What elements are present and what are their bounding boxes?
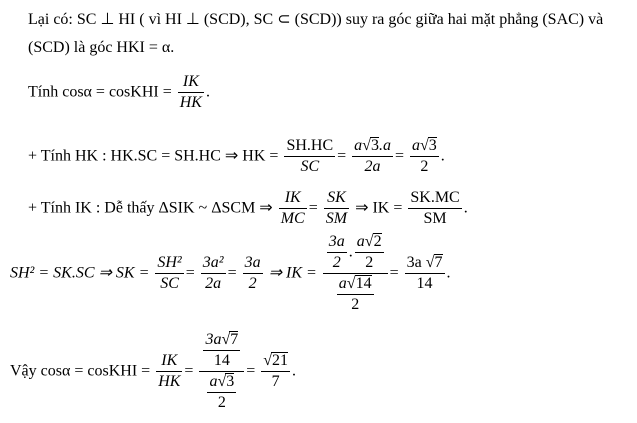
hk-lhs: + Tính HK : HK.SC = SH.HC ⇒ HK =: [28, 147, 279, 165]
cos-alpha-lhs: Tính cosα = cosKHI =: [28, 83, 172, 101]
big-denominator: [199, 371, 244, 413]
conclusion-fraction-1: [156, 351, 182, 392]
num-part: a: [338, 275, 347, 292]
fraction-denominator: SM: [325, 210, 348, 227]
sh-line: SH² = SK.SC ⇒ SK = $\frac{\text{SH²}}{SC}$ = $\frac{\text{3a²}}{2a}$ = $\frac{3a}{2}$ ⇒ IK = $\frac{3a}{2}$ . $\frac{a√2}{2}$ $\frac{a√14}{2}$ = $\frac{3a √7}{14}$ .: [10, 233, 451, 313]
sqrt-icon: √: [346, 275, 356, 292]
ik-big-fraction: [323, 232, 388, 315]
num-part: .a: [378, 137, 391, 154]
radicand: 2: [373, 233, 382, 250]
inner-fraction: [203, 330, 240, 371]
fraction-numerator: 3a: [328, 233, 345, 250]
radicand: 3: [428, 137, 437, 154]
num-part: a: [411, 137, 420, 154]
fraction-denominator: HK: [179, 94, 202, 111]
intro-text: Lại có: SC ⊥ HI ( vì HI ⊥ (SCD), SC ⊂ (SCD)) suy ra góc giữa hai mặt phẳng (SAC) và: [28, 11, 604, 28]
fraction-denominator: SM: [408, 208, 461, 229]
fraction-denominator: SC: [284, 156, 335, 177]
sqrt-icon: √: [362, 137, 371, 154]
hk-fraction-3: [410, 136, 439, 177]
fraction-numerator: IK: [161, 352, 178, 369]
fraction-denominator: SC: [155, 273, 183, 294]
conclusion-line: Vậy cosα = cosKHI = $\frac{IK}{HK}$ = $\frac{\frac{3a√7}{14}}{\frac{a√3}{2}}$ = $\frac{√21}{7}$ .: [10, 331, 297, 411]
sh-fraction-1: [155, 253, 183, 294]
fraction-denominator: HK: [158, 373, 181, 390]
radicand: 7: [434, 254, 443, 271]
fraction-denominator: 2: [207, 392, 236, 413]
fraction-denominator: 2: [355, 252, 384, 273]
inner-fraction: [207, 372, 236, 413]
fraction-numerator: IK: [182, 73, 199, 90]
ik-line: + Tính IK : Dễ thấy ΔSIK ~ ΔSCM ⇒ $\frac{IK}{MC}$ = $\frac{SK}{SM}$ ⇒ IK = $\frac{SK.MC}{SM}$ .: [28, 189, 468, 227]
inner-fraction: [355, 232, 384, 273]
num-part: a: [354, 137, 363, 154]
num-part: 3a: [205, 331, 222, 348]
fraction-numerator: 3a: [244, 254, 261, 271]
fraction-numerator: SK: [327, 189, 346, 206]
plane-angle-line: [28, 38, 174, 58]
fraction-denominator: 2a: [201, 273, 226, 294]
sqrt-icon: √: [263, 352, 273, 369]
fraction-denominator: 7: [261, 371, 290, 392]
radicand: 14: [355, 275, 372, 292]
num-part: 3a: [406, 254, 422, 271]
fraction-denominator: 2a: [352, 156, 393, 177]
hk-fraction-1: [284, 136, 335, 177]
fraction-numerator: SH.HC: [286, 137, 334, 154]
radicand: 3: [370, 137, 379, 154]
ik-fraction-1: [279, 188, 307, 229]
inner-fraction: [337, 274, 374, 315]
fraction-numerator: SK.MC: [410, 189, 460, 206]
sqrt-icon: √: [419, 137, 429, 154]
radicand: 7: [230, 331, 239, 348]
hk-line: + Tính HK : HK.SC = SH.HC ⇒ HK = $\frac{SH.HC}{SC}$ = $\frac{a√3.a}{2a}$ = $\frac{a√3}{2}$ .: [28, 137, 445, 175]
conclusion-result: [261, 351, 290, 392]
ik-fraction-2: [324, 188, 349, 229]
fraction-denominator: 2: [337, 294, 374, 315]
fraction-denominator: 14: [203, 350, 240, 371]
fraction-denominator: 2: [243, 273, 263, 294]
big-denominator: [323, 273, 388, 315]
cos-alpha-fraction: [178, 72, 204, 113]
conclusion-big-fraction: [199, 330, 244, 413]
hk-fraction-2: [352, 136, 393, 177]
big-numerator: $\frac{3a}{2}$ . $\frac{a√2}{2}$: [328, 233, 382, 271]
cos-alpha-line: Tính cosα = cosKHI = $\frac{IK}{HK}$ .: [28, 73, 210, 111]
num-part: a: [356, 233, 365, 250]
fraction-numerator: 3a²: [202, 254, 224, 271]
intro-line: [28, 10, 603, 30]
sh-fraction-2: [201, 253, 226, 294]
fraction-numerator: SH²: [157, 254, 182, 271]
ik-mid: ⇒ IK =: [355, 199, 403, 217]
big-numerator: [199, 330, 244, 371]
conclusion-lhs: Vậy cosα = cosKHI =: [10, 362, 151, 380]
sqrt-icon: √: [221, 331, 231, 348]
sqrt-icon: √: [364, 233, 374, 250]
inner-fraction: [327, 232, 347, 273]
sh-ik: ⇒ IK =: [268, 264, 317, 282]
sh-fraction-3: [243, 253, 263, 294]
sqrt-icon: √: [217, 373, 227, 390]
radicand: 3: [226, 373, 235, 390]
fraction-denominator: 14: [405, 273, 445, 294]
ik-lhs: + Tính IK : Dễ thấy ΔSIK ~ ΔSCM ⇒: [28, 199, 273, 217]
sh-result-fraction: [405, 253, 445, 294]
sh-lhs: SH² = SK.SC ⇒ SK =: [10, 264, 150, 282]
ik-fraction-3: [408, 188, 461, 229]
fraction-denominator: 2: [410, 156, 439, 177]
fraction-denominator: 2: [327, 252, 347, 273]
fraction-denominator: MC: [280, 210, 305, 227]
num-part: a: [209, 373, 218, 390]
plane-angle-text: (SCD) là góc HKI = α.: [28, 39, 175, 56]
radicand: 21: [272, 352, 289, 369]
sqrt-icon: √: [425, 254, 435, 271]
fraction-numerator: IK: [284, 189, 301, 206]
